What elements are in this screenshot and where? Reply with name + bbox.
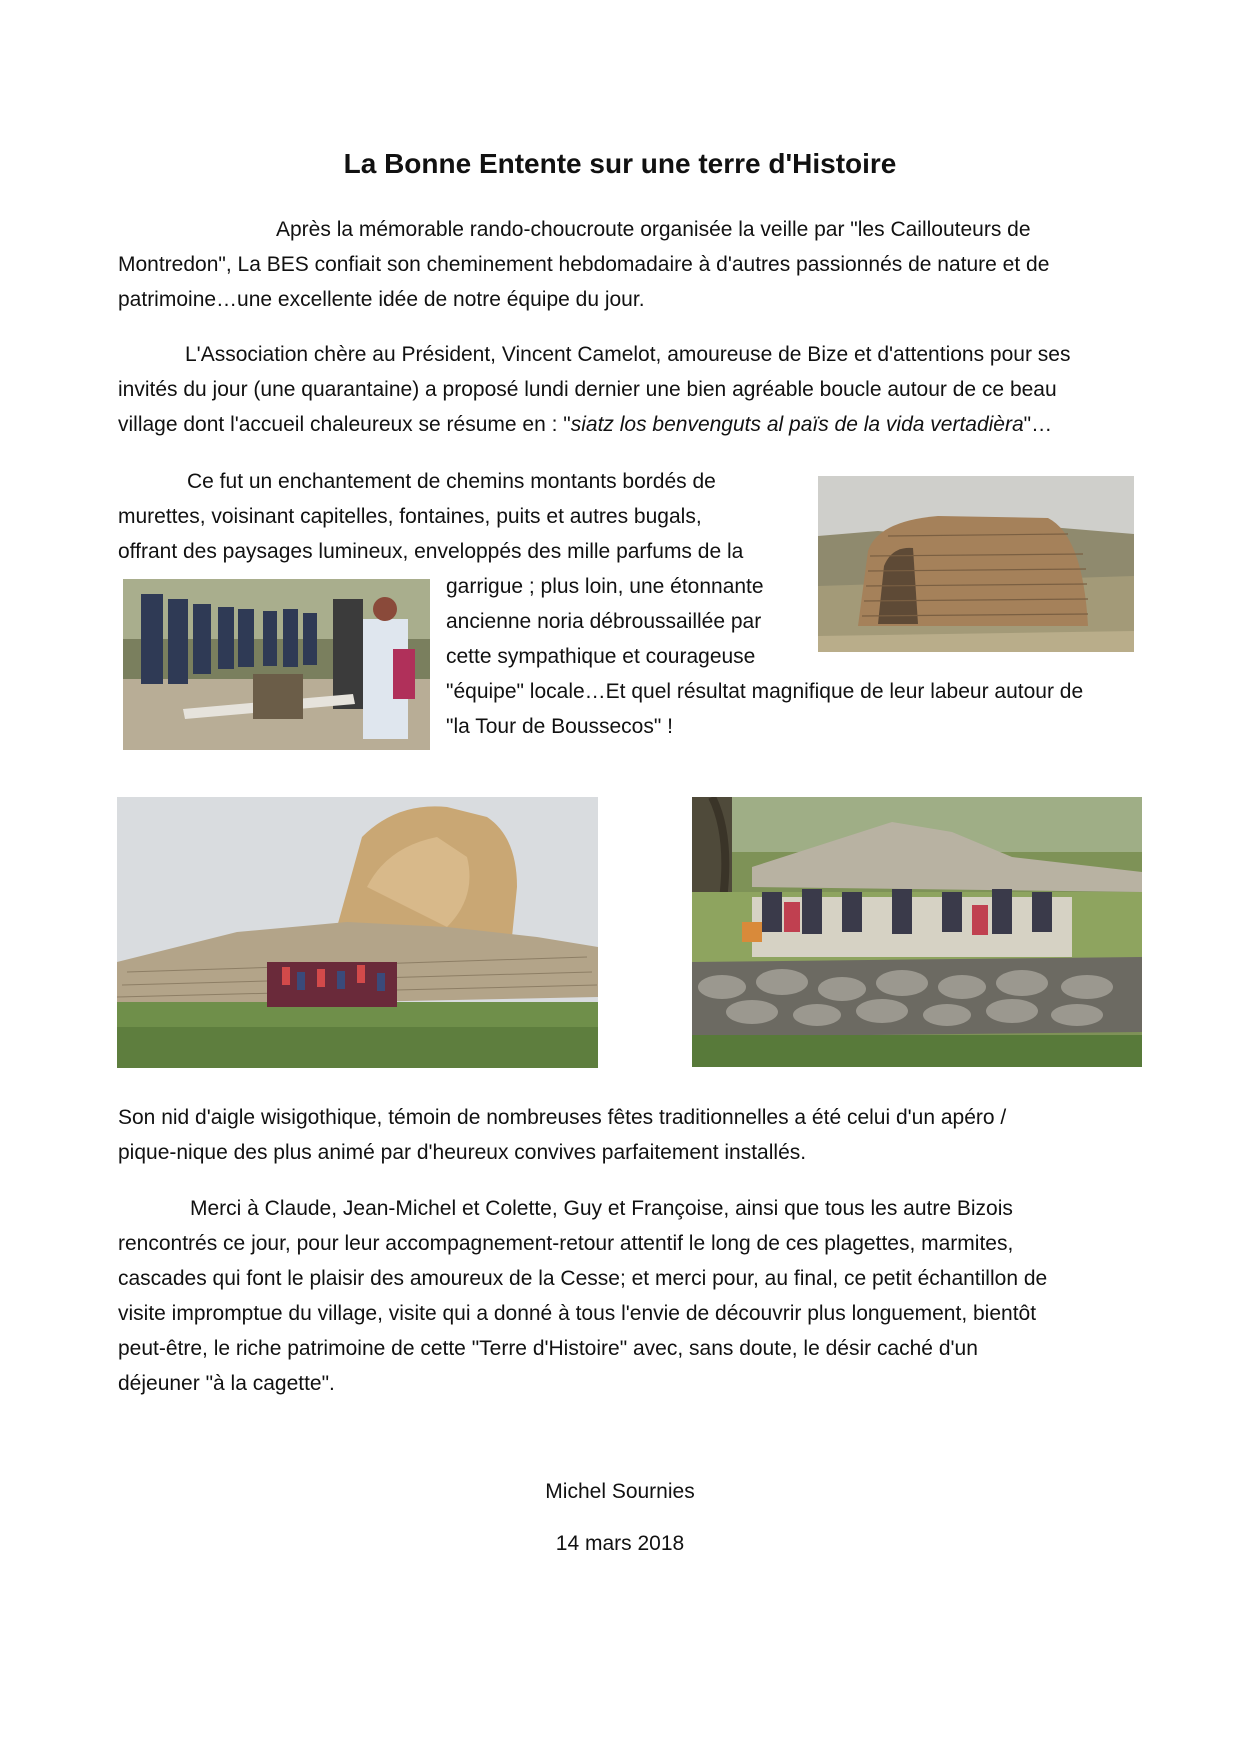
article-date: 14 mars 2018 [555,1532,685,1555]
para3-line4: garrigue ; plus loin, une étonnante [446,575,764,598]
para5-line5: peut-être, le riche patrimoine de cette "Terre d'Histoire" avec, sans doute, le désir caché d'un [118,1337,978,1360]
author-name: Michel Sournies [545,1480,695,1503]
para2-line3 [118,407,1052,442]
para3-line6: cette sympathique et courageuse [446,645,756,668]
occitan-quote: siatz los benvenguts al païs de la vida vertadièra [570,413,1024,436]
para2-line1: L'Association chère au Président, Vincent Camelot, amoureuse de Bize et d'attentions pour ses [185,343,1071,366]
para1-line3: patrimoine…une excellente idée de notre équipe du jour. [118,288,645,311]
capitelle-photo [818,476,1134,652]
para4-line1: Son nid d'aigle wisigothique, témoin de nombreuses fêtes traditionnelles a été celui d'un apéro / [118,1106,1007,1129]
para2-line2: invités du jour (une quarantaine) a proposé lundi dernier une bien agréable boucle autour de ce beau [118,378,1057,401]
page-title: La Bonne Entente sur une terre d'Histoire [343,148,897,179]
para5-line1: Merci à Claude, Jean-Michel et Colette, Guy et Françoise, ainsi que tous les autre Bizois [190,1197,1013,1220]
para3-line7: "équipe" locale…Et quel résultat magnifique de leur labeur autour de [446,680,1084,703]
para5-line6: déjeuner "à la cagette". [118,1372,335,1395]
tour-boussecos-photo [117,797,598,1068]
para3-line8: "la Tour de Boussecos" ! [446,715,673,738]
para5-line2: rencontrés ce jour, pour leur accompagnement-retour attentif le long de ces plagettes, marmites, [118,1232,1014,1255]
para1-line2: Montredon", La BES confiait son cheminement hebdomadaire à d'autres passionnés de nature et de [118,253,1050,276]
para2-line3-start: village dont l'accueil chaleureux se résume en : " [118,413,571,436]
picnic-photo [692,797,1142,1067]
para5-line4: visite impromptue du village, visite qui a donné à tous l'envie de découvrir plus longuement, bientôt [118,1302,1037,1325]
hikers-noria-photo [123,579,430,750]
para3-line2: murettes, voisinant capitelles, fontaines, puits et autres bugals, [118,505,702,528]
para4-line2: pique-nique des plus animé par d'heureux convives parfaitement installés. [118,1141,807,1164]
para3-line1: Ce fut un enchantement de chemins montants bordés de [187,470,716,493]
para3-line5: ancienne noria débroussaillée par [446,610,762,633]
para5-line3: cascades qui font le plaisir des amoureux de la Cesse; et merci pour, au final, ce petit échantillon de [118,1267,1048,1290]
para2-line3-end: "… [1023,413,1053,436]
para3-line3: offrant des paysages lumineux, enveloppés des mille parfums de la [118,540,744,563]
para1-line1: Après la mémorable rando-choucroute organisée la veille par "les Caillouteurs de [276,218,1031,241]
